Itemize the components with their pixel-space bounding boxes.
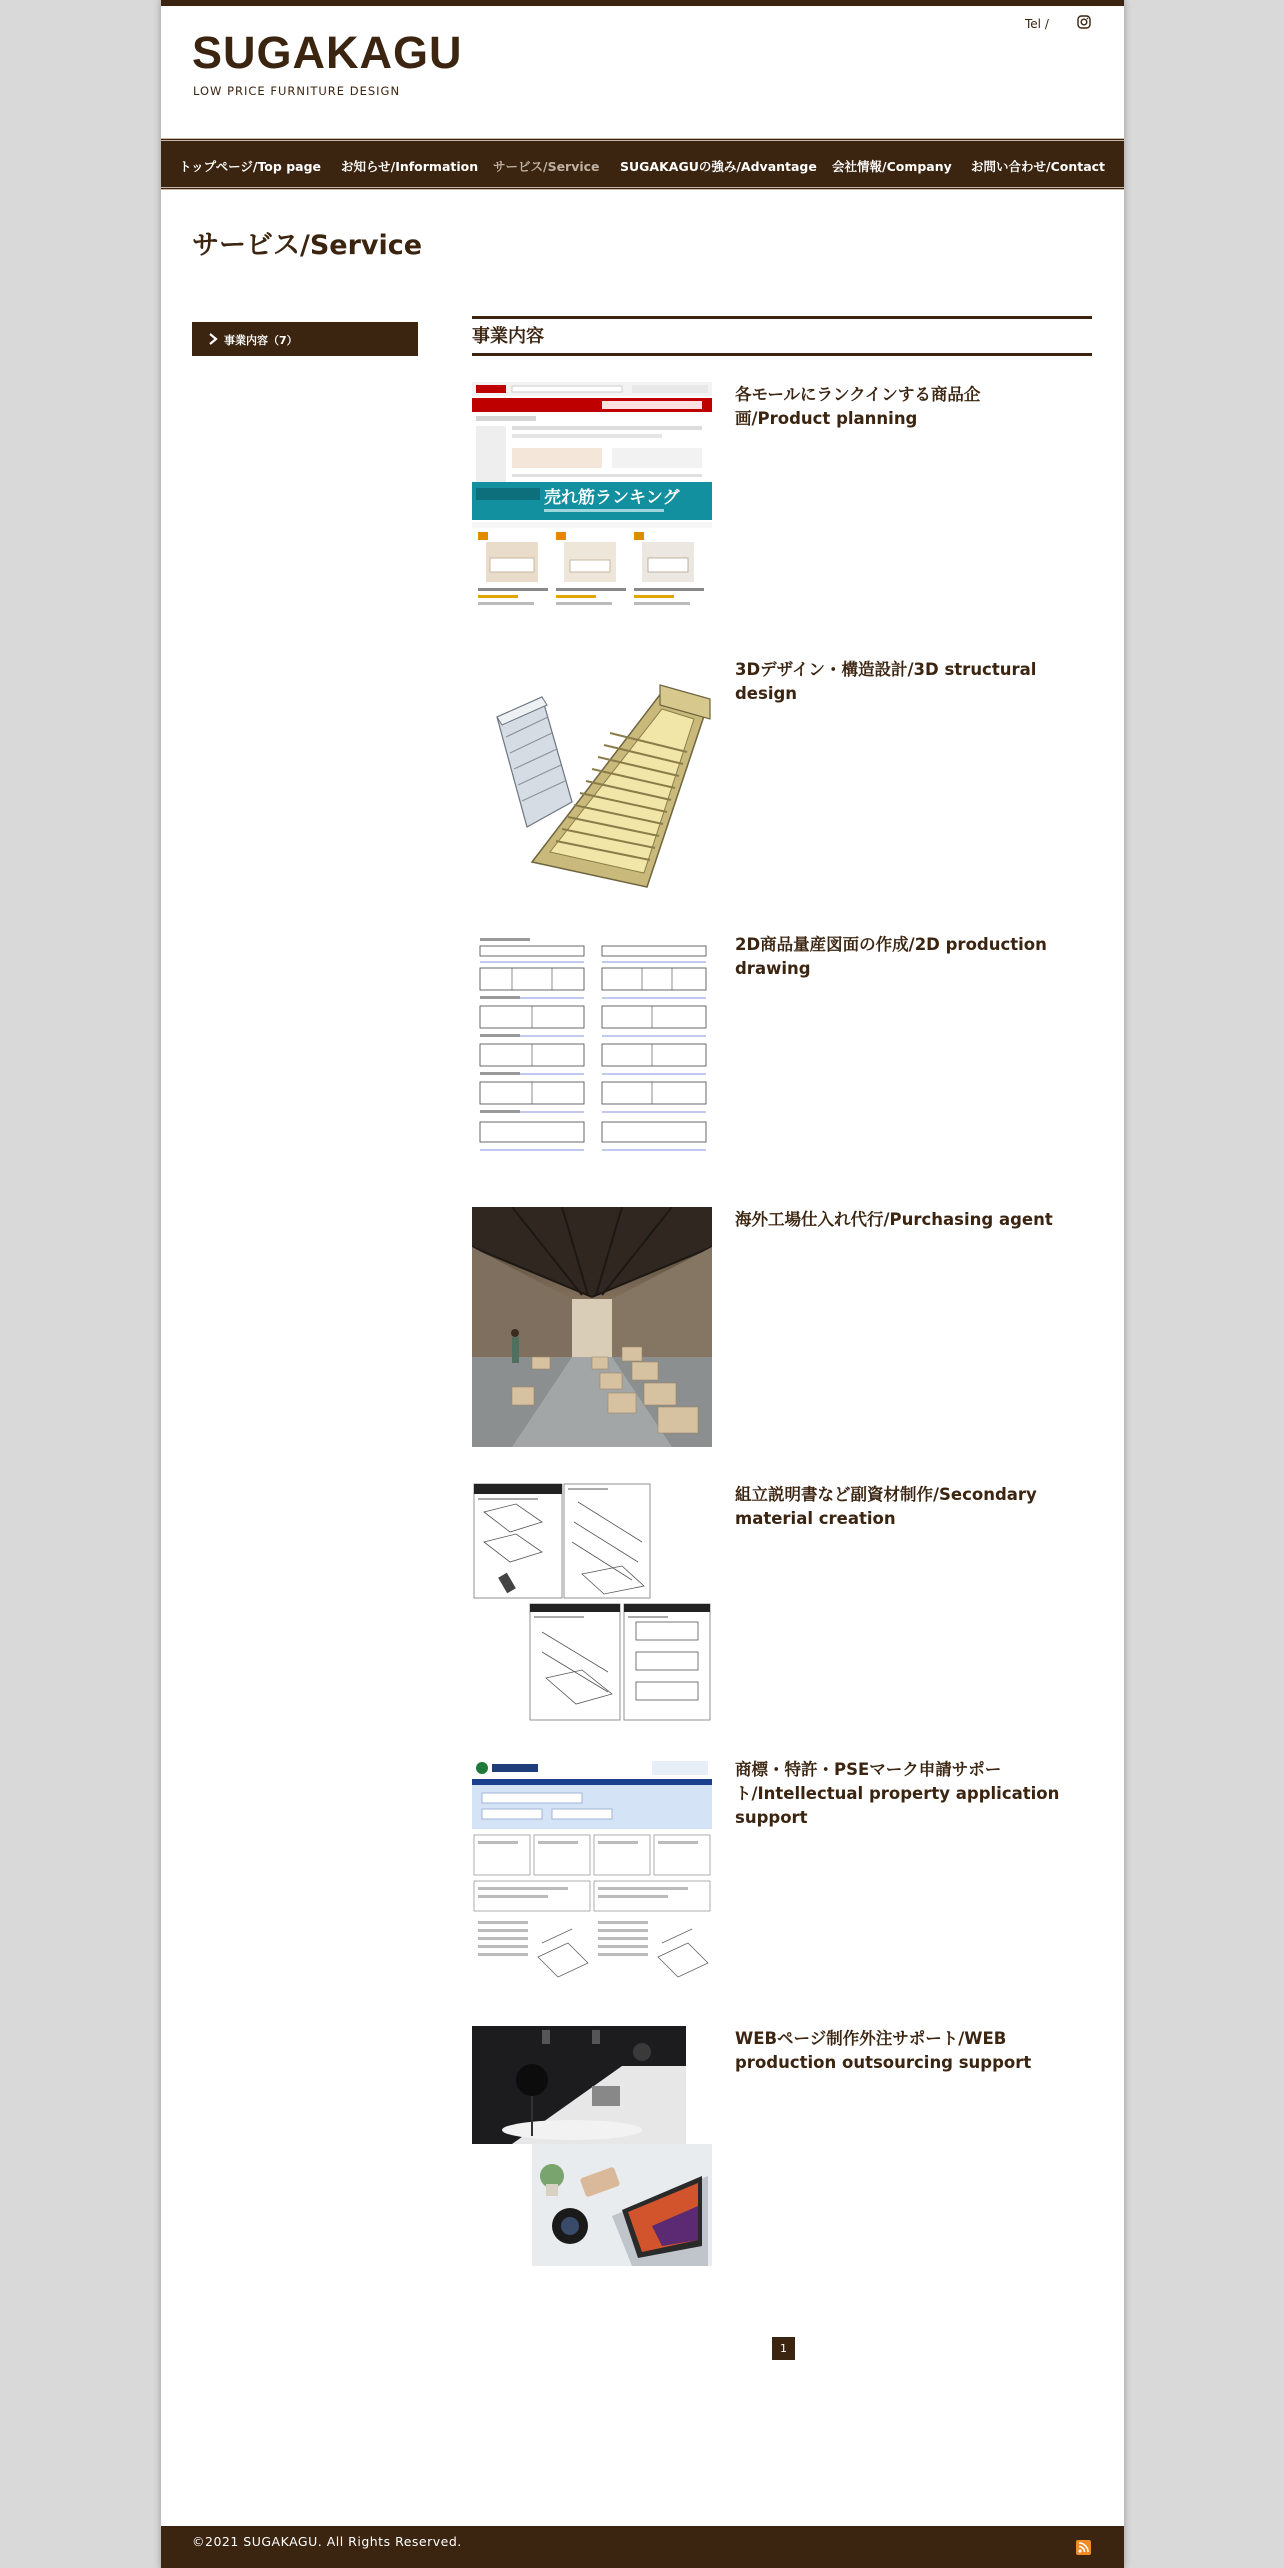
entry-thumbnail[interactable] — [472, 1482, 712, 1722]
site-logo[interactable]: SUGAKAGU — [192, 27, 463, 78]
entry-title[interactable]: 海外工場仕入れ代行/Purchasing agent — [735, 1210, 1053, 1229]
service-entry — [472, 1482, 1092, 1727]
nav-item-information[interactable]: お知らせ/Information — [341, 159, 479, 174]
nav-item-service[interactable]: サービス/Service — [493, 159, 600, 174]
thumb-ranking-text: 売れ筋ランキング — [544, 488, 680, 508]
global-nav — [161, 138, 1124, 190]
entry-thumbnail[interactable] — [472, 932, 712, 1172]
entry-title[interactable]: 各モールにランクインする商品企画/Product planning — [735, 385, 981, 428]
nav-item-top-page[interactable]: トップページ/Top page — [179, 159, 322, 174]
entry-thumbnail[interactable] — [472, 382, 712, 622]
sidebar-category-label: 事業内容（7） — [224, 334, 298, 347]
entry-title[interactable]: 商標・特許・PSEマーク申請サポート/Intellectual property application support — [735, 1760, 1060, 1827]
site-footer — [161, 2526, 1124, 2568]
section-header — [472, 316, 1092, 356]
top-accent-bar — [161, 0, 1124, 6]
rss-icon[interactable] — [1076, 2540, 1091, 2555]
entry-thumbnail[interactable] — [472, 2026, 712, 2266]
entry-title[interactable]: 組立説明書など副資材制作/Secondary material creation — [735, 1485, 1037, 1528]
page-title: サービス/Service — [192, 230, 423, 261]
nav-item-advantage[interactable]: SUGAKAGUの強み/Advantage — [620, 159, 817, 174]
page-container — [160, 0, 1125, 2568]
entry-thumbnail[interactable] — [472, 1207, 712, 1447]
nav-item-contact[interactable]: お問い合わせ/Contact — [971, 159, 1106, 174]
service-entry — [472, 382, 1092, 627]
nav-item-company[interactable]: 会社情報/Company — [832, 159, 952, 174]
copyright-text: ©2021 SUGAKAGU. All Rights Reserved. — [192, 2534, 462, 2549]
service-entry — [472, 1757, 1092, 2002]
tel-link[interactable]: Tel / — [1025, 17, 1049, 31]
section-title: 事業内容 — [472, 326, 544, 347]
instagram-icon[interactable] — [1077, 15, 1091, 29]
entry-thumbnail[interactable] — [472, 657, 712, 897]
entry-title[interactable]: 3Dデザイン・構造設計/3D structural design — [735, 660, 1037, 703]
service-entry — [472, 657, 1092, 902]
pagination-page-1[interactable]: 1 — [772, 2337, 795, 2360]
service-entry — [472, 932, 1092, 1177]
entry-thumbnail[interactable] — [472, 1757, 712, 1997]
sidebar-category-link[interactable] — [192, 322, 418, 356]
site-tagline: LOW PRICE FURNITURE DESIGN — [193, 84, 401, 98]
entry-title[interactable]: WEBページ制作外注サポート/WEB production outsourcing support — [735, 2029, 1032, 2072]
entry-title[interactable]: 2D商品量産図面の作成/2D production drawing — [735, 935, 1047, 978]
service-entry — [472, 1207, 1092, 1452]
service-entry — [472, 2026, 1092, 2271]
chevron-right-icon — [206, 332, 220, 346]
